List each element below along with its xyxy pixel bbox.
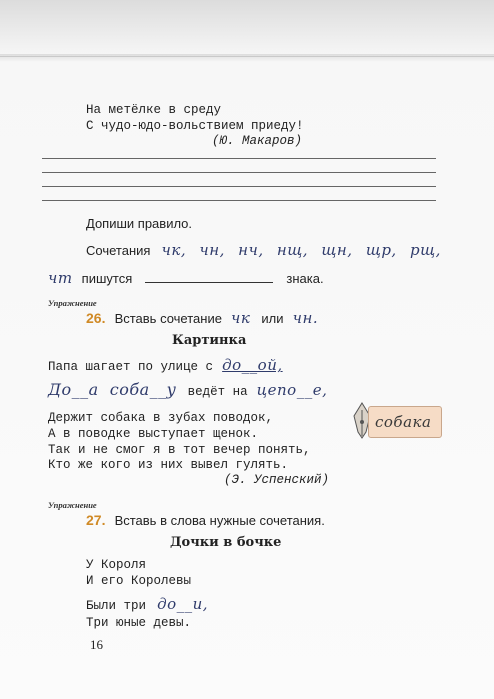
combo: нч, bbox=[238, 241, 264, 259]
exercise27-line2: И его Королевы bbox=[86, 574, 192, 588]
exercise27-title: Дочки в бочке bbox=[170, 535, 282, 550]
exercise27-line4: Три юные девы. bbox=[86, 616, 192, 630]
combo: чн, bbox=[199, 241, 225, 259]
handwritten-word[interactable]: цепо__е, bbox=[256, 381, 328, 399]
combo: щр, bbox=[365, 241, 397, 259]
rule-text-written: пишутся bbox=[81, 271, 133, 286]
poem1-line1: На метёлке в среду bbox=[86, 103, 222, 117]
exercise26-line3: Держит собака в зубах поводок, bbox=[48, 411, 274, 425]
rule-text-sign: знака. bbox=[286, 271, 324, 286]
poem1-line2: С чудо-юдо-вольствием приеду! bbox=[86, 119, 304, 133]
ruled-line-1 bbox=[42, 158, 436, 159]
combo: рщ, bbox=[409, 241, 441, 259]
combo: щн, bbox=[321, 241, 353, 259]
exercise26-option-1: чк bbox=[231, 309, 251, 327]
exercise26-number: 26. bbox=[86, 310, 106, 326]
handwritten-word[interactable]: соба__у bbox=[109, 380, 177, 399]
exercise26-line2 bbox=[48, 380, 327, 399]
handwritten-word[interactable]: до__и, bbox=[157, 595, 209, 613]
combo: чк, bbox=[161, 241, 187, 259]
rule-blank[interactable] bbox=[145, 281, 273, 283]
exercise26-label: Упражнение bbox=[48, 298, 97, 308]
ruled-line-3 bbox=[42, 186, 436, 187]
poem-text: ведёт на bbox=[187, 385, 248, 399]
page-number: 16 bbox=[90, 637, 103, 652]
exercise26-title: Картинка bbox=[172, 333, 247, 348]
ruled-line-4 bbox=[42, 200, 436, 201]
exercise27-label: Упражнение bbox=[48, 500, 97, 510]
ruled-line-2 bbox=[42, 172, 436, 173]
exercise26-line6: Кто же кого из них вывел гулять. bbox=[48, 458, 289, 472]
handwritten-word[interactable]: до__ой, bbox=[222, 356, 283, 374]
word-sticker bbox=[368, 406, 442, 438]
exercise26-line4: А в поводке выступает щенок. bbox=[48, 427, 259, 441]
rule-combos bbox=[162, 241, 441, 259]
exercise26-line1 bbox=[48, 355, 283, 374]
poem-text: Были три bbox=[86, 599, 147, 613]
combo: нщ, bbox=[276, 241, 309, 259]
exercise27-line3 bbox=[86, 594, 208, 613]
rule-line-2 bbox=[48, 268, 324, 287]
page-top-edge bbox=[0, 56, 494, 57]
exercise26-line5: Так и не смог я в тот вечер понять, bbox=[48, 443, 311, 457]
poem1-author: (Ю. Макаров) bbox=[212, 134, 303, 148]
exercise26-option-2: чн. bbox=[292, 309, 319, 327]
exercise27-task-text: Вставь в слова нужные сочетания. bbox=[114, 513, 325, 528]
rule-combo-cht: чт bbox=[48, 269, 73, 287]
exercise27-number: 27. bbox=[86, 512, 106, 528]
rule-word-combinations: Сочетания bbox=[86, 243, 151, 258]
handwritten-word[interactable]: До__а bbox=[48, 380, 99, 399]
rule-instruction: Допиши правило. bbox=[86, 216, 193, 231]
exercise26-task bbox=[86, 308, 318, 327]
sticker-word: собака bbox=[375, 413, 432, 431]
poem-text: Папа шагает по улице с bbox=[48, 360, 214, 374]
exercise26-or: или bbox=[261, 311, 284, 326]
exercise27-task bbox=[86, 510, 325, 529]
exercise26-author: (Э. Успенский) bbox=[224, 473, 330, 487]
exercise26-task-text: Вставь сочетание bbox=[114, 311, 222, 326]
rule-line-1 bbox=[86, 240, 441, 259]
exercise27-line1: У Короля bbox=[86, 558, 147, 572]
